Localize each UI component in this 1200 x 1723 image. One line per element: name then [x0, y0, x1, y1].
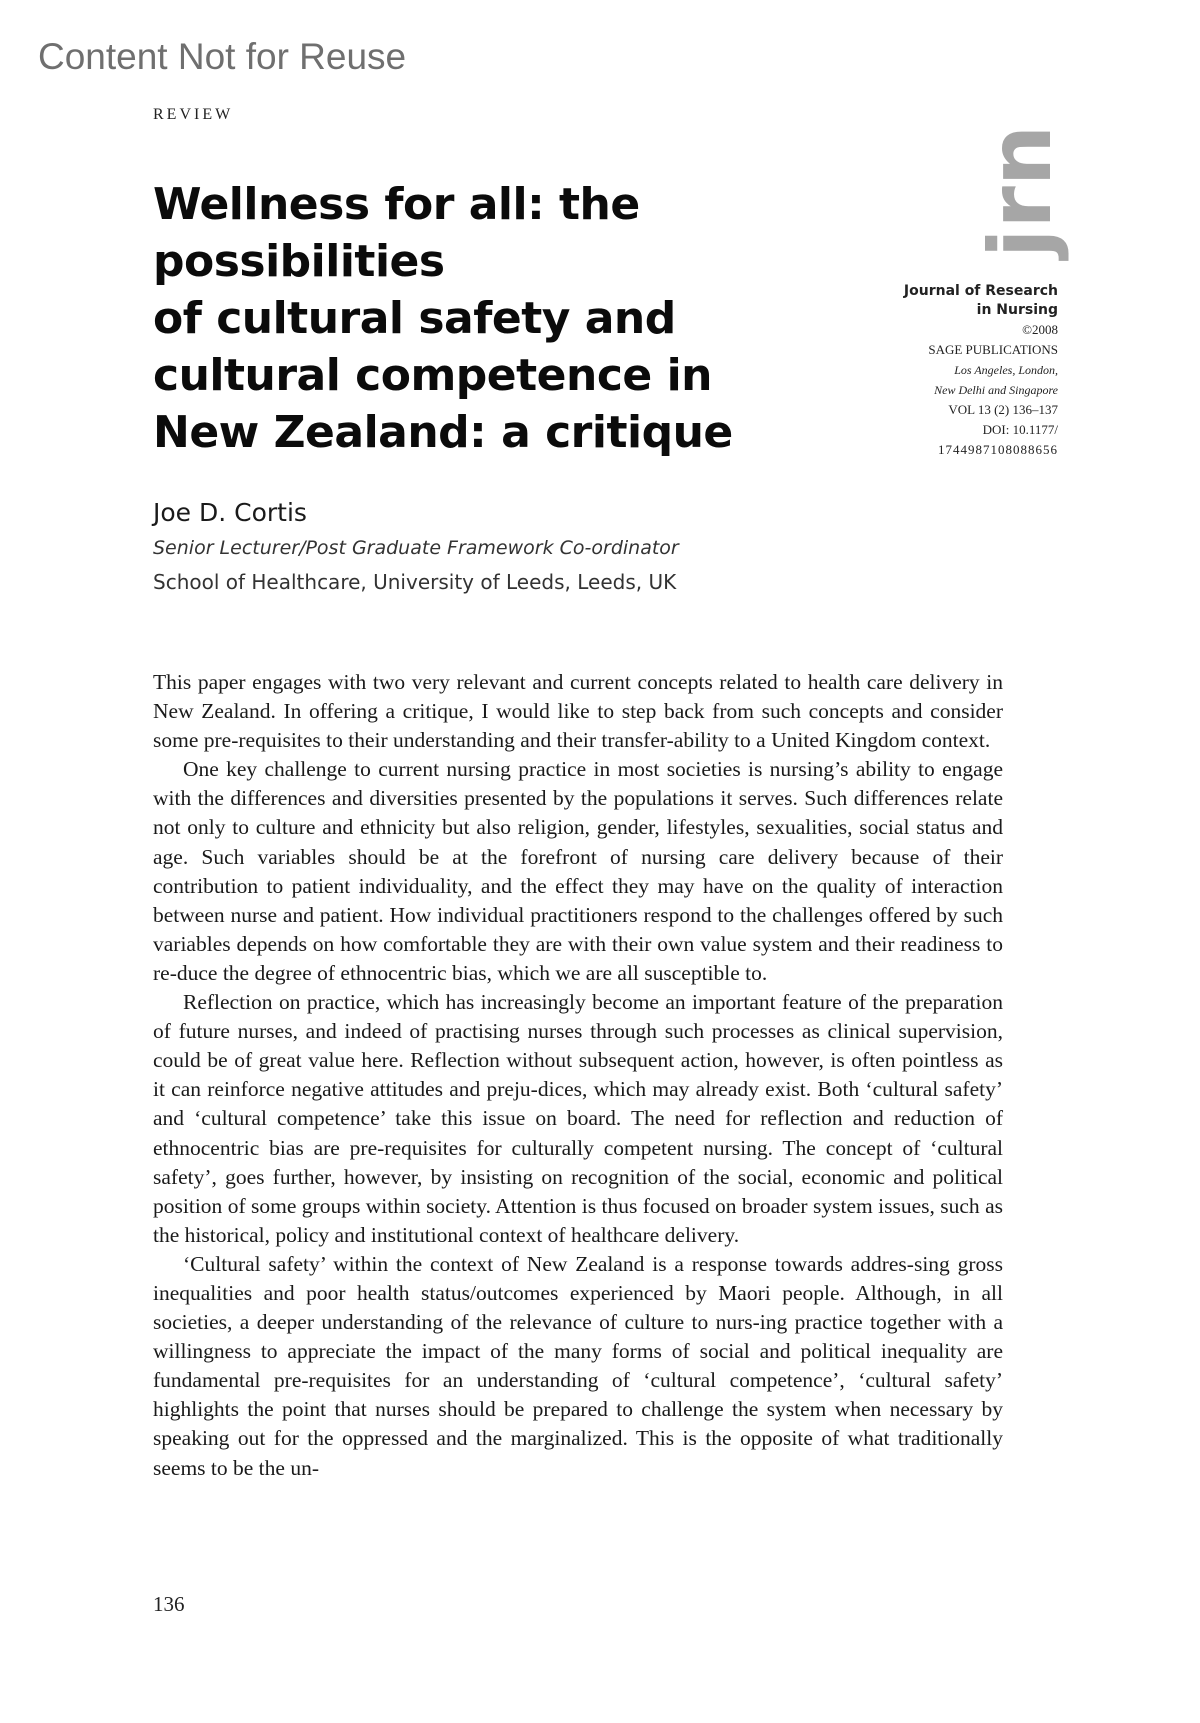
section-label: REVIEW — [153, 106, 234, 123]
journal-copyright: ©2008 — [1022, 322, 1058, 337]
watermark: Content Not for Reuse — [38, 36, 407, 77]
author-role: Senior Lecturer/Post Graduate Framework Co-ordinator — [153, 537, 679, 559]
title-line: cultural competence in — [153, 350, 712, 401]
article-body — [153, 668, 1003, 1483]
title-line: of cultural safety and — [153, 293, 676, 344]
journal-doi-number: 1744987108088656 — [938, 442, 1058, 457]
journal-logo — [955, 108, 1075, 268]
journal-volume: VOL 13 (2) 136–137 — [948, 402, 1058, 417]
journal-doi: DOI: 10.1177/ — [982, 422, 1058, 437]
journal-name-line2: in Nursing — [976, 302, 1058, 318]
body-paragraph: One key challenge to current nursing practice in most societies is nursing’s ability to engage with the differences and diversities presented by the populations it serves. Such differences relate not only to culture and ethnicity but also religion, gender, lifestyles, sexualities, social status and age. Such variables should be at the forefront of nursing care delivery because of their contribution to patient individuality, and the effect they may have on the quality of interaction between nurse and patient. How individual practitioners respond to the challenges offered by such variables depends on how comfortable they are with their own value system and their readiness to re-duce the degree of ethnocentric bias, which we are all susceptible to. — [153, 757, 1003, 985]
title-line: New Zealand: a critique — [153, 407, 733, 458]
journal-name: Journal of Research — [903, 283, 1058, 299]
journal-logo-text: jrn — [971, 124, 1071, 258]
author-name: Joe D. Cortis — [153, 498, 307, 527]
body-paragraph: ‘Cultural safety’ within the context of New Zealand is a response towards addres-sing gross inequalities and poor health status/outcomes experienced by Maori people. Although, in all societies, a deeper understanding of the relevance of culture to nurs-ing practice together with a willingness to appreciate the impact of the many forms of social and political inequality are fundamental pre-requisites for an understanding of ‘cultural competence’, ‘cultural safety’ highlights the point that nurses should be prepared to challenge the system when necessary by speaking out for the oppressed and the marginalized. This is the opposite of what traditionally seems to be the un- — [153, 1251, 1003, 1480]
publisher: SAGE PUBLICATIONS — [928, 342, 1058, 357]
publisher-places-line2: New Delhi and Singapore — [934, 383, 1058, 397]
body-paragraph: Reflection on practice, which has increasingly become an important feature of the preparation of future nurses, and indeed of practising nurses through such processes as clinical supervision, could be of great value here. Reflection without subsequent action, however, is often pointless as it can reinforce negative attitudes and preju-dices, which may already exist. Both ‘cultural safety’ and ‘cultural competence’ take this issue on board. The need for reflection and reduction of ethnocentric bias are pre-requisites for culturally competent nursing. The concept of ‘cultural safety’, goes further, however, by insisting on recognition of the social, economic and political position of some groups within society. Attention is thus focused on broader system issues, such as the historical, policy and institutional context of healthcare delivery. — [153, 990, 1003, 1247]
journal-info — [904, 282, 1058, 460]
body-paragraph: This paper engages with two very relevant and current concepts related to health care delivery in New Zealand. In offering a critique, I would like to step back from such concepts and consider some pre-requisites to their understanding and their transfer-ability to a United Kingdom context. — [153, 670, 1003, 753]
title-line: Wellness for all: the possibilities — [153, 179, 640, 287]
article-title — [153, 176, 913, 461]
page-number: 136 — [153, 1592, 185, 1616]
publisher-places: Los Angeles, London, — [954, 363, 1058, 377]
author-affiliation: School of Healthcare, University of Leeds, Leeds, UK — [153, 570, 677, 594]
